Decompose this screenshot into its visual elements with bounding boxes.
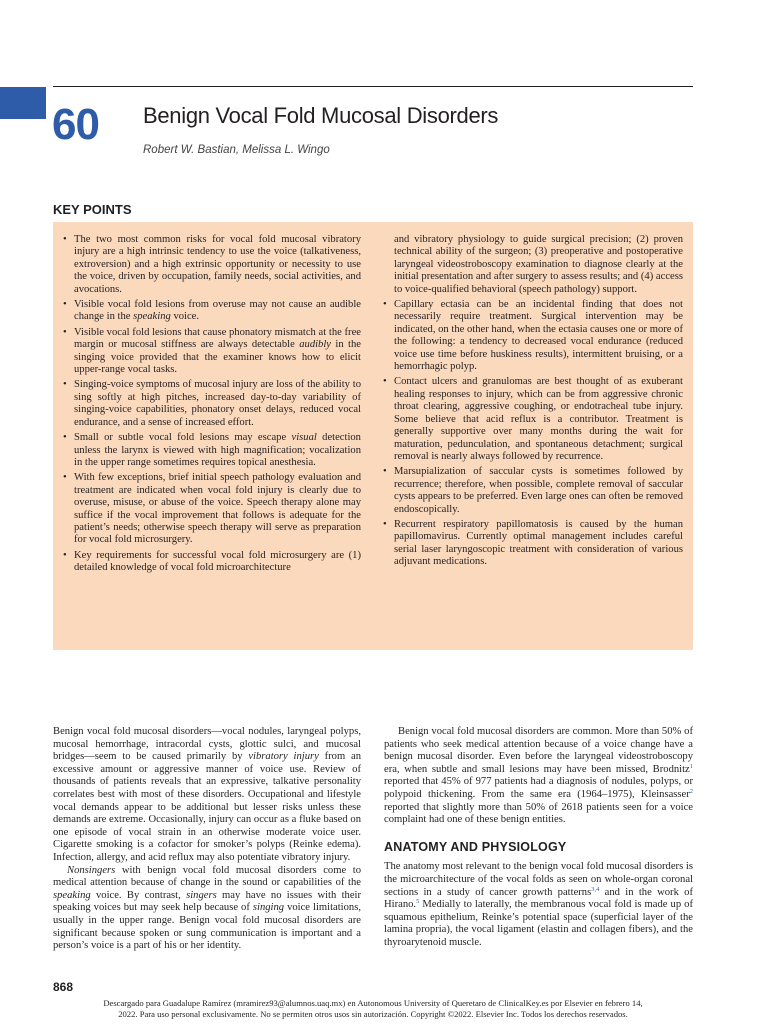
key-point-item: • Singing-voice symptoms of mucosal injury are loss of the ability to sing softly at high pitches, increased day-to-day variability of singing-voice capabilities, phonatory onset delays, reduced vocal endurance, and a sense of increased effort.	[63, 379, 361, 428]
key-point-item: • The two most common risks for vocal fold mucosal vibratory injury are a high intrinsic tendency to use the voice (talkativeness, extroversion) and a high extrinsic opportunity or necessity to use the voice, driven by occupation, family needs, social activities, and avocations.	[63, 234, 361, 295]
body-left-column	[53, 726, 361, 953]
header-rule	[53, 86, 693, 87]
key-point-item: • Key requirements for successful vocal fold microsurgery are (1) detailed knowledge of vocal fold microarchitecture	[63, 549, 361, 574]
chapter-authors: Robert W. Bastian, Melissa L. Wingo	[143, 144, 330, 156]
key-point-item: • Recurrent respiratory papillomatosis is caused by the human papillomavirus. Currently optimal management includes careful serial laser laryngoscopic treatment with consideration of various adjuvant medications.	[383, 518, 683, 568]
bullet-icon: •	[63, 299, 67, 311]
key-point-continuation: and vibratory physiology to guide surgical precision; (2) proven technical ability of the surgeon; (3) preoperative and postoperative laryngeal videostroboscopy examination to diagnose clearly at the initial presentation and after surgery to assess results; and (4) access to voice-qualified behavioral (speech pathology) support.	[394, 234, 683, 295]
body-paragraph: Benign vocal fold mucosal disorders are common. More than 50% of patients who seek medical attention because of a voice change have a benign mucosal disorder. Even before the laryngeal videostroboscopy era, when subtle and small lesions may have been missed, Brodnitz$^1$ reported that 45% of 977 patients had a diagnosis of nodules, polyps, or polypoid thickening. From the same era (1964–1975), Kleinsasser$^2$ reported that slightly more than 50% of 2618 patients seen for a voice complaint had one of these benign entities.	[384, 726, 693, 826]
page-number: 868	[53, 980, 74, 994]
chapter-tab-marker	[0, 87, 46, 119]
bullet-icon: •	[63, 379, 67, 391]
bullet-icon: •	[63, 472, 67, 484]
key-point-item: • With few exceptions, brief initial speech pathology evaluation and treatment are indicated when vocal fold injury is clearly due to overuse, misuse, or abuse of the voice. Speech therapy alone may suffice if the vocal improvement that follows is adequate for the patient’s needs; otherwise speech therapy will serve as preparation for vocal fold microsurgery.	[63, 472, 361, 546]
section-heading-anatomy: ANATOMY AND PHYSIOLOGY	[384, 839, 567, 854]
key-point-item: • Visible vocal fold lesions from overuse may not cause an audible change in the speaking voice.	[63, 299, 361, 323]
key-points-left-column	[63, 234, 361, 578]
chapter-number: 60	[52, 100, 99, 149]
bullet-icon: •	[383, 299, 387, 311]
key-points-heading: KEY POINTS	[53, 202, 132, 217]
key-point-item: • Visible vocal fold lesions that cause phonatory mismatch at the free margin or mucosal stiffness are always detectable audibly in the singing voice provided that the examiner knows how to elicit upper-range vocal tasks.	[63, 326, 362, 376]
bullet-icon: •	[63, 234, 67, 245]
key-points-right-column	[383, 234, 683, 572]
bullet-icon: •	[383, 466, 387, 478]
bullet-icon: •	[63, 326, 67, 338]
chapter-title: Benign Vocal Fold Mucosal Disorders	[143, 103, 499, 128]
bullet-icon: •	[383, 518, 387, 530]
body-paragraph: Nonsingers with benign vocal fold mucosal disorders come to medical attention because of change in the sound or capabilities of the speaking voice. By contrast, singers may have no issues with their speaking voices but may seek help because of singing voice limitations, usually in the upper range. Benign vocal fold mucosal disorders are significant because spoken or sung communication is important and a person’s voice is a part of his or her identity.	[53, 864, 362, 952]
bullet-icon: •	[63, 432, 67, 444]
key-point-item: • Capillary ectasia can be an incidental finding that does not necessarily require treatment. Surgical intervention may be indicated, on the other hand, when the ectasia causes one or more of the following: a tendency to decreased vocal endurance (reduced voice use time before huskiness results), intermittent bruising, or a hemorrhagic polyp.	[383, 299, 683, 373]
footer-line: Descargado para Guadalupe Ramírez (mramirez93@alumnos.uaq.mx) en Autonomous University of Queretaro de ClinicalKey.es por Elsevier en febrero 14,	[103, 998, 643, 1008]
key-points-box	[53, 222, 693, 650]
footer-line: 2022. Para uso personal exclusivamente. No se permiten otros usos sin autorización. Copyright ©2022. Elsevier Inc. Todos los derechos reservados.	[118, 1008, 628, 1019]
key-point-item: • Marsupialization of saccular cysts is sometimes followed by recurrence; therefore, when possible, complete removal of saccular cysts appears to be preferred. Even large ones can often be removed endoscopically.	[383, 466, 683, 515]
body-paragraph: The anatomy most relevant to the benign vocal fold mucosal disorders is the microarchitecture of the vocal folds as seen on whole-organ coronal sections in a study of cancer growth patterns$^{3,4}$ and in the work of Hirano.$^5$ Medially to laterally, the membranous vocal fold is made up of squamous epithelium, Reinke’s potential space (superficial layer of the lamina propria), the vocal ligament (elastin and collagen fibers), and the thyroarytenoid muscle.	[384, 861, 693, 948]
key-point-item: • Contact ulcers and granulomas are best thought of as exuberant healing responses to injury, which can be from aggressive chronic throat clearing, aggressive coughing, or endotracheal tube injury. Some believe that acid reflux is a contributor. Treatment is generally supportive over many months during the wait for maturation, pedunculation, and spontaneous detachment; surgical removal is nearly always followed by recurrence.	[383, 376, 683, 462]
download-footer	[53, 998, 693, 1019]
body-right-column	[384, 726, 693, 950]
bullet-icon: •	[383, 376, 387, 388]
bullet-icon: •	[63, 549, 67, 561]
key-point-item: • Small or subtle vocal fold lesions may escape visual detection unless the larynx is viewed with high magnification; vocalization in the upper range sometimes requires topical anesthesia.	[63, 432, 361, 468]
body-paragraph: Benign vocal fold mucosal disorders—vocal nodules, laryngeal polyps, mucosal hemorrhage, intracordal cysts, glottic sulci, and mucosal bridges—seem to be caused primarily by vibratory injury from an excessive amount or aggressive manner of voice use. Review of thousands of patients reveals that an expressive, talkative personality correlates best with most of these disorders. Occupational and lifestyle vocal demands appear to be additional but lesser risks unless these demands are extreme. Occasionally, injury can occur as a fluke based on one episode of vocal strain in an otherwise moderate voice user. Cigarette smoking is a cofactor for smoker’s polyps (Reinke edema). Infection, allergy, and acid reflux may also potentiate vibratory injury.	[53, 726, 361, 863]
